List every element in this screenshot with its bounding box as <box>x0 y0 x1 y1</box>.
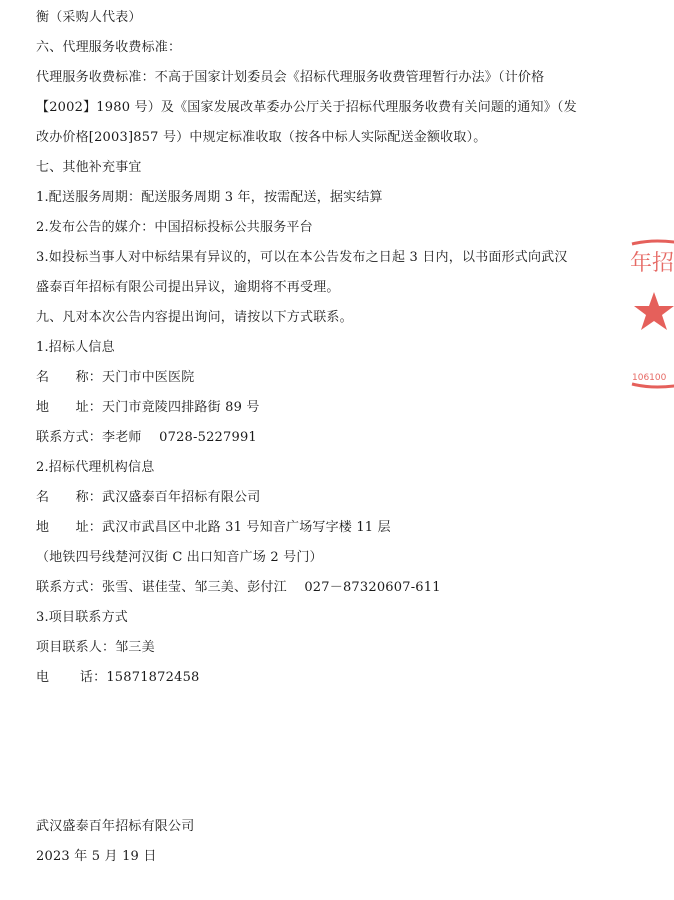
objection-text-2: 盛泰百年招标有限公司提出异议，逾期将不再受理。 <box>36 280 340 295</box>
tenderer-info-heading: 1.招标人信息 <box>36 340 115 355</box>
agency-info-heading: 2.招标代理机构信息 <box>36 460 155 475</box>
section-heading-fee-standard: 六、代理服务收费标准： <box>36 40 182 55</box>
seal-star-icon <box>634 292 674 330</box>
tenderer-contact: 联系方式：李老师 0728-5227991 <box>36 430 257 445</box>
tenderer-name: 名 称：天门市中医医院 <box>36 370 195 385</box>
fee-standard-text-3: 改办价格[2003]857 号）中规定标准收取（按各中标人实际配送金额收取）。 <box>36 130 487 145</box>
signature-company: 武汉盛泰百年招标有限公司 <box>36 819 195 834</box>
agency-contact: 联系方式：张雪、谌佳莹、邹三美、彭付江 027－87320607-611 <box>36 580 441 595</box>
section-heading-contact: 九、凡对本次公告内容提出询问，请按以下方式联系。 <box>36 310 353 325</box>
text-line-procurer-rep: 衡（采购人代表） <box>36 10 142 25</box>
delivery-period-text: 1.配送服务周期：配送服务周期 3 年，按需配送，据实结算 <box>36 190 383 205</box>
agency-address-note: （地铁四号线楚河汉街 C 出口知音广场 2 号门） <box>36 550 323 565</box>
project-contact-person: 项目联系人：邹三美 <box>36 640 155 655</box>
fee-standard-text-2: 【2002】1980 号）及《国家发展改革委办公厅关于招标代理服务收费有关问题的通知》（发 <box>36 100 577 115</box>
publication-media-text: 2.发布公告的媒介：中国招标投标公共服务平台 <box>36 220 313 235</box>
fee-standard-text-1: 代理服务收费标准：不高于国家计划委员会《招标代理服务收费管理暂行办法》（计价格 <box>36 70 545 85</box>
company-seal-stamp <box>626 236 674 392</box>
agency-address: 地 址：武汉市武昌区中北路 31 号知音广场写字楼 11 层 <box>36 520 391 535</box>
section-heading-other-matters: 七、其他补充事宜 <box>36 160 142 175</box>
project-contact-phone: 电 话：15871872458 <box>36 670 200 685</box>
project-contact-heading: 3.项目联系方式 <box>36 610 129 625</box>
objection-text-1: 3.如投标当事人对中标结果有异议的，可以在本公告发布之日起 3 日内，以书面形式向武汉 <box>36 250 568 265</box>
svg-text:年招: 年招 <box>630 251 674 276</box>
agency-name: 名 称：武汉盛泰百年招标有限公司 <box>36 490 261 505</box>
tenderer-address: 地 址：天门市竟陵四排路街 89 号 <box>36 400 260 415</box>
svg-text:106100: 106100 <box>632 373 667 383</box>
signature-date: 2023 年 5 月 19 日 <box>36 849 157 864</box>
